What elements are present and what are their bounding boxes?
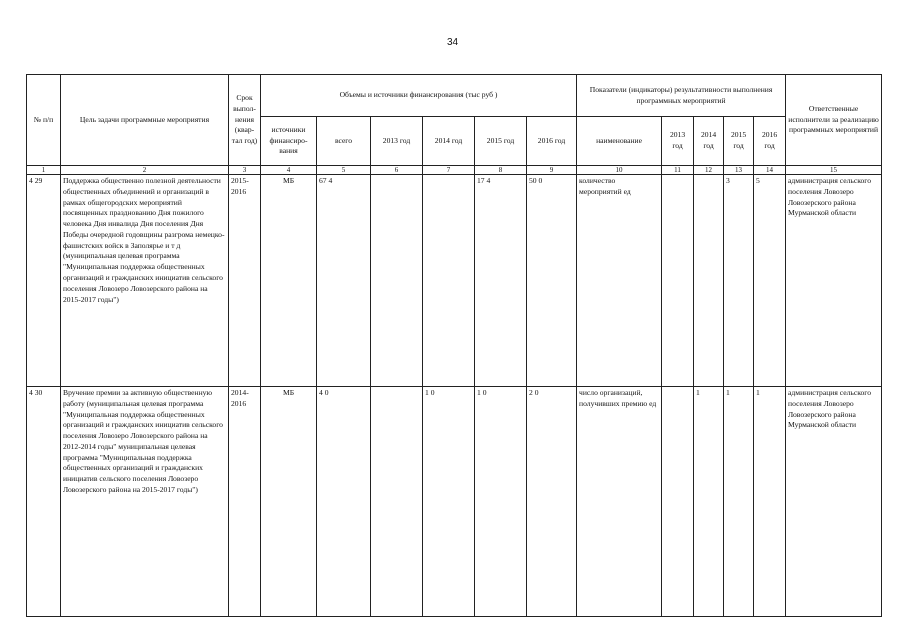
header-number: № п/п <box>27 75 61 166</box>
row-indicator-2015: 1 <box>724 387 754 617</box>
row-year-2013 <box>371 175 423 387</box>
row-year-2015: 1 0 <box>475 387 527 617</box>
column-number: 4 <box>261 166 317 175</box>
page-number: 34 <box>446 37 459 48</box>
row-year-2014 <box>423 175 475 387</box>
column-number: 14 <box>754 166 786 175</box>
column-number: 1 <box>27 166 61 175</box>
header-indicators-group: Показатели (индикаторы) результативности выполнения программных мероприятий <box>577 75 786 117</box>
row-indicator-2016: 1 <box>754 387 786 617</box>
row-indicator-2016: 5 <box>754 175 786 387</box>
column-number: 2 <box>61 166 229 175</box>
row-indicator-2014 <box>694 175 724 387</box>
row-term: 2014-2016 <box>229 387 261 617</box>
header-total: всего <box>317 117 371 166</box>
header-responsible: Ответственные исполнители за реализацию программных мероприятий <box>786 75 882 166</box>
header-indicator-2015: 2015 год <box>724 117 754 166</box>
table-row <box>27 387 882 617</box>
table-header <box>27 75 882 175</box>
row-goal: Вручение премии за активную общественную работу (муниципальная целевая программа "Муниципальная поддержка общественных организаций и гражданских инициатив сельского поселения Ловозеро Ловозерского района на 2012-2014 годы" муниципальная целевая программа "Муниципальная поддержка общественных организаций и гражданских инициатив сельского поселения Ловозеро Ловозерского района на 2015-2017 годы") <box>61 387 229 617</box>
row-indicator-2014: 1 <box>694 387 724 617</box>
header-indicator-2016: 2016 год <box>754 117 786 166</box>
column-number: 6 <box>371 166 423 175</box>
header-year-2013: 2013 год <box>371 117 423 166</box>
row-indicator-name: число организаций, получивших премию ед <box>577 387 662 617</box>
row-year-2016: 2 0 <box>527 387 577 617</box>
column-number: 12 <box>694 166 724 175</box>
header-indicator-2014: 2014 год <box>694 117 724 166</box>
column-number: 15 <box>786 166 882 175</box>
header-sources: источники финансиро-вания <box>261 117 317 166</box>
row-responsible: администрация сельского поселения Ловозеро Ловозерского района Мурманской области <box>786 387 882 617</box>
row-responsible: администрация сельского поселения Ловозеро Ловозерского района Мурманской области <box>786 175 882 387</box>
row-indicator-2015: 3 <box>724 175 754 387</box>
row-source: МБ <box>261 175 317 387</box>
header-indicator-2013: 2013 год <box>662 117 694 166</box>
header-term: Срок выпол-нения (квар-тал год) <box>229 75 261 166</box>
program-table <box>26 74 882 617</box>
column-number: 3 <box>229 166 261 175</box>
row-year-2015: 17 4 <box>475 175 527 387</box>
column-number: 7 <box>423 166 475 175</box>
row-total: 4 0 <box>317 387 371 617</box>
row-indicator-2013 <box>662 175 694 387</box>
column-number: 13 <box>724 166 754 175</box>
column-number-row <box>27 166 882 175</box>
column-number: 8 <box>475 166 527 175</box>
header-year-2014: 2014 год <box>423 117 475 166</box>
header-year-2016: 2016 год <box>527 117 577 166</box>
row-source: МБ <box>261 387 317 617</box>
row-term: 2015-2016 <box>229 175 261 387</box>
header-indicator-name: наименование <box>577 117 662 166</box>
header-goal: Цель задачи программные мероприятия <box>61 75 229 166</box>
header-year-2015: 2015 год <box>475 117 527 166</box>
column-number: 5 <box>317 166 371 175</box>
table-row <box>27 175 882 387</box>
column-number: 9 <box>527 166 577 175</box>
row-year-2013 <box>371 387 423 617</box>
row-goal: Поддержка общественно полезной деятельности общественных объединений и организаций в рамках общегородских мероприятий посвященных празднованию Дня пожилого человека Дня инвалида Дня поселения Дня Победы очередной годовщины разгрома немецко-фашистских войск в Заполярье и т д (муниципальная целевая программа "Муниципальная поддержка общественных организаций и гражданских инициатив сельского поселения Ловозеро Ловозерского района на 2015-2017 годы") <box>61 175 229 387</box>
column-number: 10 <box>577 166 662 175</box>
row-year-2014: 1 0 <box>423 387 475 617</box>
row-indicator-name: количество мероприятий ед <box>577 175 662 387</box>
column-number: 11 <box>662 166 694 175</box>
row-number: 4 30 <box>27 387 61 617</box>
row-number: 4 29 <box>27 175 61 387</box>
row-year-2016: 50 0 <box>527 175 577 387</box>
row-indicator-2013 <box>662 387 694 617</box>
row-total: 67 4 <box>317 175 371 387</box>
header-funding-group: Объемы и источники финансирования (тыс руб ) <box>261 75 577 117</box>
